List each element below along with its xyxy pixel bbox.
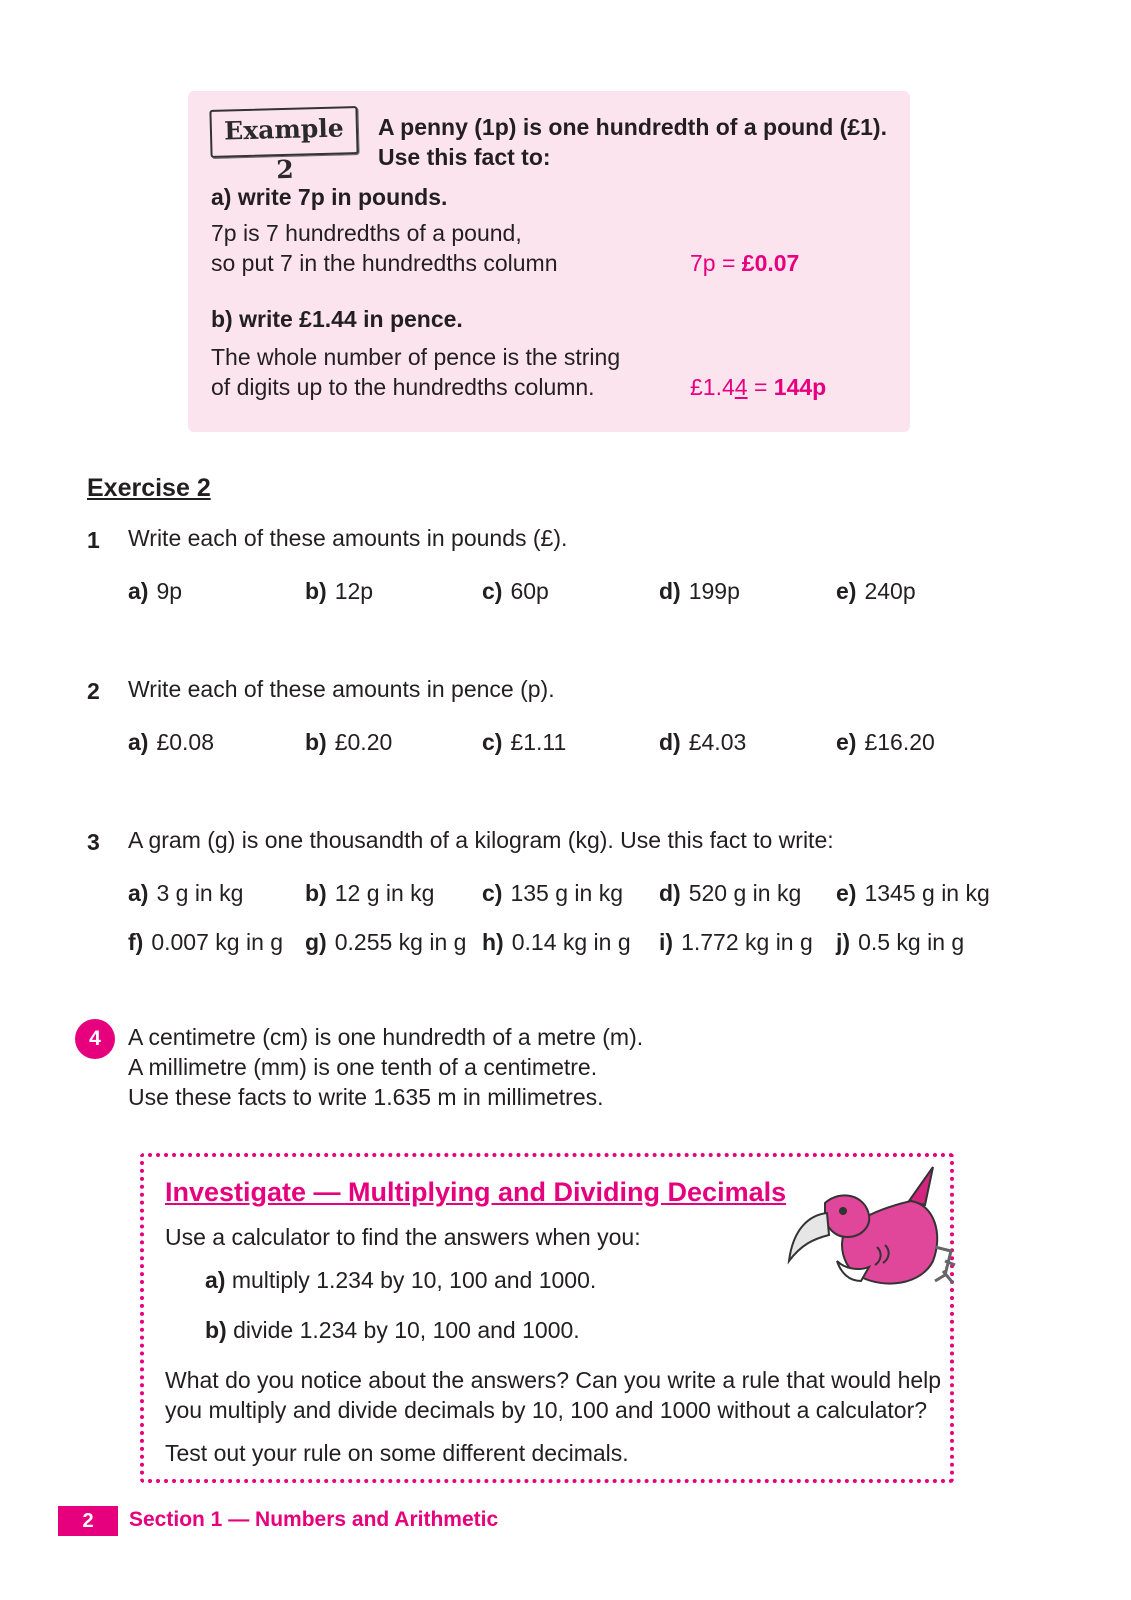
part-label: d)	[659, 729, 681, 755]
answer-b-value: 144p	[773, 374, 827, 400]
example-part-a-line1: 7p is 7 hundredths of a pound,	[211, 220, 522, 246]
part-label: b)	[305, 578, 327, 604]
part-value: 199p	[688, 578, 740, 604]
investigate-part-b	[205, 1315, 580, 1345]
q3-part-e	[836, 880, 990, 907]
part-label: f)	[128, 929, 144, 955]
example-part-b-answer	[690, 372, 826, 402]
part-label: j)	[836, 929, 851, 955]
part-value: 60p	[510, 578, 549, 604]
q3-part-h	[482, 929, 631, 956]
q2-part-e	[836, 729, 935, 756]
example-part-a-answer	[690, 248, 799, 278]
part-text: multiply 1.234 by 10, 100 and 1000.	[231, 1267, 597, 1293]
q3-part-g	[305, 929, 466, 956]
question-3-text: A gram (g) is one thousandth of a kilogram (kg). Use this fact to write:	[128, 827, 834, 853]
part-label: g)	[305, 929, 327, 955]
part-label: d)	[659, 880, 681, 906]
part-label: c)	[482, 880, 503, 906]
question-4-line3: Use these facts to write 1.635 m in millimetres.	[128, 1084, 604, 1110]
q1-part-d	[659, 578, 740, 605]
part-label: a)	[205, 1267, 226, 1293]
investigate-closing: Test out your rule on some different decimals.	[165, 1440, 629, 1466]
question-3-number: 3	[87, 829, 100, 855]
part-text: divide 1.234 by 10, 100 and 1000.	[233, 1317, 580, 1343]
part-label: h)	[482, 929, 504, 955]
part-label: a)	[128, 729, 149, 755]
question-2-text: Write each of these amounts in pence (p).	[128, 676, 555, 702]
answer-a-lhs: 7p =	[690, 250, 742, 276]
q2-part-a	[128, 729, 214, 756]
part-label: b)	[205, 1317, 227, 1343]
flamingo-illustration	[785, 1165, 957, 1315]
investigate-question-line1: What do you notice about the answers? Can you write a rule that would help	[165, 1367, 942, 1393]
q1-part-b	[305, 578, 373, 605]
q2-part-c	[482, 729, 566, 756]
q1-part-e	[836, 578, 916, 605]
q3-part-a	[128, 880, 243, 907]
part-value: 12p	[334, 578, 374, 604]
question-1-number: 1	[87, 527, 100, 553]
answer-b-eq: =	[747, 374, 774, 400]
part-label: a)	[128, 880, 149, 906]
part-value: £16.20	[864, 729, 935, 755]
part-value: 9p	[156, 578, 183, 604]
part-label: e)	[836, 880, 857, 906]
part-value: 240p	[864, 578, 916, 604]
part-label: c)	[482, 578, 503, 604]
exercise-title: Exercise 2	[87, 474, 211, 502]
example-part-a-line2: so put 7 in the hundredths column	[211, 250, 558, 276]
investigate-title: Investigate — Multiplying and Dividing Decimals	[165, 1177, 787, 1207]
example-part-b-line2: of digits up to the hundredths column.	[211, 374, 595, 400]
part-value: 0.5 kg in g	[858, 929, 965, 955]
q2-part-b	[305, 729, 392, 756]
q1-part-c	[482, 578, 549, 605]
part-value: 0.255 kg in g	[334, 929, 467, 955]
part-value: 3 g in kg	[156, 880, 244, 906]
part-label: e)	[836, 578, 857, 604]
part-label: a)	[128, 578, 149, 604]
q1-part-a	[128, 578, 182, 605]
example-intro-line2: Use this fact to:	[378, 144, 551, 170]
part-label: d)	[659, 578, 681, 604]
question-4-badge: 4	[75, 1019, 115, 1059]
footer-section-title: Section 1 — Numbers and Arithmetic	[129, 1508, 499, 1531]
part-value: 520 g in kg	[688, 880, 802, 906]
part-value: £1.11	[510, 729, 567, 755]
part-value: 1345 g in kg	[864, 880, 990, 906]
example-tag: Example 2	[209, 106, 358, 158]
investigate-question-line2: you multiply and divide decimals by 10, 100 and 1000 without a calculator?	[165, 1397, 928, 1423]
q3-part-c	[482, 880, 623, 907]
part-value: £4.03	[688, 729, 747, 755]
part-value: 1.772 kg in g	[681, 929, 813, 955]
part-value: 0.14 kg in g	[511, 929, 631, 955]
investigate-intro: Use a calculator to find the answers when you:	[165, 1224, 641, 1250]
part-value: £0.08	[156, 729, 215, 755]
example-part-b-heading: b) write £1.44 in pence.	[211, 306, 463, 332]
question-1-text: Write each of these amounts in pounds (£).	[128, 525, 568, 551]
q3-part-i	[659, 929, 813, 956]
example-part-a-heading: a) write 7p in pounds.	[211, 184, 448, 210]
part-label: b)	[305, 729, 327, 755]
part-label: i)	[659, 929, 674, 955]
part-value: 12 g in kg	[334, 880, 435, 906]
example-part-b-line1: The whole number of pence is the string	[211, 344, 621, 370]
question-4-line2: A millimetre (mm) is one tenth of a centimetre.	[128, 1054, 598, 1080]
q3-part-d	[659, 880, 801, 907]
question-4-line1: A centimetre (cm) is one hundredth of a metre (m).	[128, 1024, 644, 1050]
part-label: e)	[836, 729, 857, 755]
q3-part-f	[128, 929, 283, 956]
answer-b-prefix: £1.4	[690, 374, 735, 400]
question-2-number: 2	[87, 678, 100, 704]
answer-b-underlined-digit: 4	[734, 374, 748, 400]
part-value: 0.007 kg in g	[151, 929, 284, 955]
example-intro-line1: A penny (1p) is one hundredth of a pound (£1).	[378, 114, 887, 140]
answer-a-value: £0.07	[741, 250, 800, 276]
part-value: 135 g in kg	[510, 880, 623, 906]
part-label: b)	[305, 880, 327, 906]
q3-part-b	[305, 880, 434, 907]
page-number-badge: 2	[58, 1506, 118, 1536]
part-label: c)	[482, 729, 503, 755]
q2-part-d	[659, 729, 746, 756]
investigate-part-a	[205, 1265, 596, 1295]
part-value: £0.20	[334, 729, 393, 755]
q3-part-j	[836, 929, 964, 956]
